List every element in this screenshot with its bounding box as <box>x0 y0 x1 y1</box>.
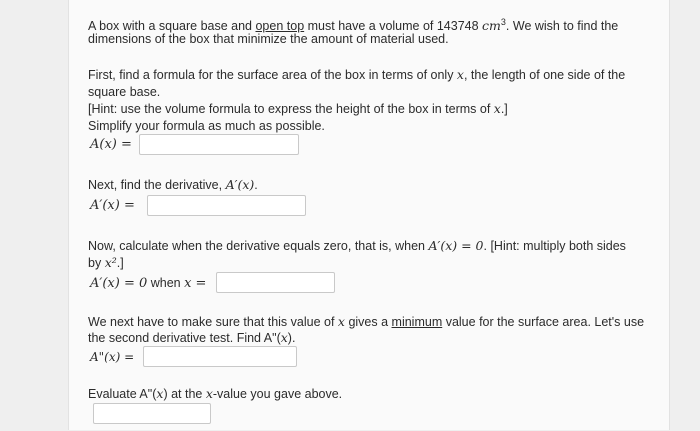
part4-second-deriv: the second derivative test. Find A"( <box>88 331 281 345</box>
unit-exponent: 3 <box>500 17 506 27</box>
part2-end: . <box>254 178 258 192</box>
part4-text: We next have to make sure that this value of <box>88 315 338 329</box>
area-formula-input[interactable] <box>139 134 299 155</box>
minimum-link[interactable]: minimum <box>391 315 443 329</box>
part1-text: First, find a formula for the surface area of the box in terms of only <box>88 68 457 82</box>
area-label: A(x) = <box>90 137 132 152</box>
open-top-link[interactable]: open top <box>255 19 305 34</box>
var-x: x <box>280 330 288 345</box>
intro-line-2: dimensions of the box that minimize the amount of material used. <box>88 32 449 46</box>
part3-hint: . [Hint: multiply both sides <box>483 239 626 253</box>
derivative-zero-eq: A′(x) = 0 <box>90 276 148 291</box>
part3-text: Now, calculate when the derivative equals zero, that is, when <box>88 239 429 253</box>
part3-end: .] <box>116 256 124 270</box>
var-x: x <box>337 314 345 329</box>
part1-hint <box>88 101 508 117</box>
intro-text: A box with a square base and <box>88 19 256 34</box>
var-x: x <box>456 67 464 82</box>
second-derivative-label: A"(x) = <box>90 350 135 364</box>
part4-line-1 <box>88 314 644 330</box>
part5-end: -value you gave above. <box>212 387 343 401</box>
derivative-label: A′(x) = <box>90 198 135 213</box>
intro-end-text: . We wish to find the <box>505 19 619 34</box>
var-x: x <box>156 386 164 401</box>
x-equals: x = <box>184 276 207 291</box>
part1-line-2: square base. <box>88 85 161 99</box>
hint-end: .] <box>500 102 508 116</box>
part4-end: ). <box>287 331 296 345</box>
var-x: x <box>493 101 501 116</box>
derivative-input[interactable] <box>147 195 306 216</box>
part1-line-1 <box>88 67 625 83</box>
unit-cm: cm <box>482 18 501 34</box>
derivative-zero-math: A′(x) = 0 <box>428 238 484 253</box>
part5-line <box>88 386 342 402</box>
part2-line <box>88 177 258 193</box>
part5-text: Evaluate A"( <box>88 387 157 401</box>
derivative-math: A′(x) <box>225 177 255 192</box>
part3-line-1 <box>88 238 626 254</box>
part1-simplify: Simplify your formula as much as possible. <box>88 119 325 133</box>
critical-point-input[interactable] <box>216 272 335 293</box>
part3-line-2 <box>88 255 124 271</box>
hint-text: [Hint: use the volume formula to express the height of the box in terms of <box>88 102 494 116</box>
x-squared: x² <box>104 255 117 270</box>
when-text: when <box>147 276 185 290</box>
part1-text-end: , the length of one side of the <box>463 68 626 82</box>
part4-line-2 <box>88 330 295 346</box>
second-derivative-input[interactable] <box>143 346 297 367</box>
part4-text-end: value for the surface area. Let's use <box>442 315 645 329</box>
critical-point-label <box>90 274 206 293</box>
part5-at: ) at the <box>163 387 206 401</box>
intro-volume-text: must have a volume of 143748 <box>304 19 483 34</box>
part2-text: Next, find the derivative, <box>88 178 226 192</box>
evaluate-second-derivative-input[interactable] <box>93 403 211 424</box>
question-card <box>68 0 670 430</box>
var-x: x <box>205 386 213 401</box>
part4-gives: gives a <box>344 315 392 329</box>
part3-by: by <box>88 256 105 270</box>
